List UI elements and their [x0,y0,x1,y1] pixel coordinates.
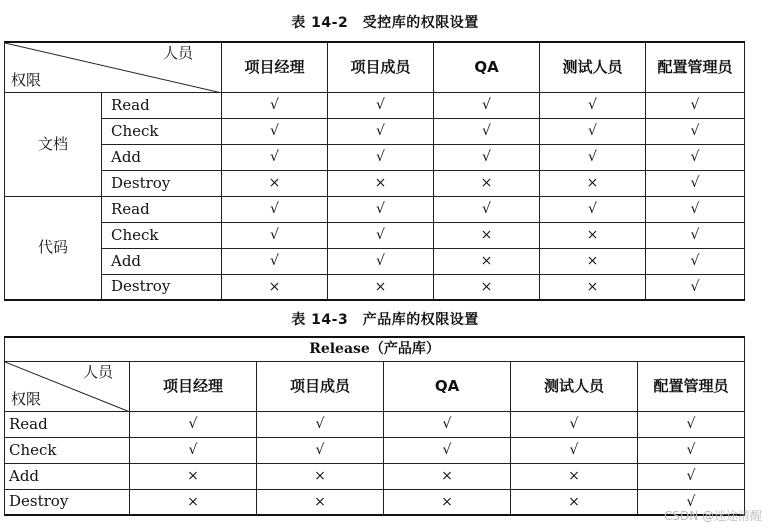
table1-header-row [5,42,745,92]
permission-mark: √ [638,411,745,437]
permission-mark: √ [328,222,434,248]
table2-corner-cell [5,361,130,411]
operation-cell: Read [102,92,222,118]
operation-cell: Add [102,248,222,274]
permission-mark: × [257,463,384,489]
permission-mark: √ [646,248,745,274]
permission-mark: × [511,463,638,489]
permission-mark: √ [434,196,540,222]
permission-mark: × [540,274,646,300]
permission-mark: √ [222,92,328,118]
permission-mark: × [540,222,646,248]
permission-mark: × [328,274,434,300]
permission-mark: × [222,170,328,196]
controlled-library-permission-table [4,41,745,301]
table-row [5,248,745,274]
table-row [5,274,745,300]
category-cell: 代码 [5,196,102,300]
operation-cell: Read [102,196,222,222]
table1-corner-cell [5,42,222,92]
table-row [5,170,745,196]
permission-mark: √ [646,274,745,300]
corner-label-personnel: 人员 [82,362,113,381]
column-header: 项目成员 [328,42,434,92]
permission-mark: √ [646,144,745,170]
permission-mark: √ [638,489,745,515]
permission-mark: √ [222,196,328,222]
operation-cell: Destroy [5,489,130,515]
permission-mark: √ [511,437,638,463]
permission-mark: × [434,274,540,300]
operation-cell: Add [5,463,130,489]
permission-mark: √ [328,144,434,170]
permission-mark: × [434,222,540,248]
corner-label-personnel: 人员 [162,44,193,62]
permission-mark: × [384,463,511,489]
column-header: 测试人员 [511,361,638,411]
operation-cell: Check [102,118,222,144]
table-row [5,196,745,222]
table2-caption: 表 14-3 产品库的权限设置 [291,312,479,328]
permission-mark: √ [646,170,745,196]
operation-cell: Destroy [102,170,222,196]
category-cell: 文档 [5,92,102,196]
permission-mark: × [222,274,328,300]
table-row [5,437,745,463]
permission-mark: √ [384,411,511,437]
permission-mark: × [328,170,434,196]
permission-mark: √ [328,92,434,118]
table-row [5,411,745,437]
column-header: 配置管理员 [638,361,745,411]
table2-header-row [5,361,745,411]
permission-mark: √ [434,144,540,170]
permission-mark: √ [646,92,745,118]
permission-mark: √ [222,222,328,248]
product-library-permission-table [4,336,745,516]
table1-caption: 表 14-2 受控库的权限设置 [291,15,479,31]
table-row [5,92,745,118]
permission-mark: √ [384,437,511,463]
permission-mark: √ [511,411,638,437]
permission-mark: × [257,489,384,515]
permission-mark: √ [434,92,540,118]
permission-mark: √ [638,463,745,489]
permission-mark: √ [222,118,328,144]
column-header: QA [434,42,540,92]
operation-cell: Read [5,411,130,437]
permission-mark: √ [646,222,745,248]
column-header: 测试人员 [540,42,646,92]
permission-mark: √ [540,118,646,144]
permission-mark: × [511,489,638,515]
permission-mark: × [434,248,540,274]
permission-mark: × [540,248,646,274]
permission-mark: √ [646,118,745,144]
permission-mark: √ [257,411,384,437]
column-header: 项目经理 [130,361,257,411]
table2-banner-row [5,337,745,361]
table-row [5,118,745,144]
permission-mark: √ [130,437,257,463]
permission-mark: √ [130,411,257,437]
column-header: 项目成员 [257,361,384,411]
operation-cell: Check [5,437,130,463]
column-header: QA [384,361,511,411]
operation-cell: Check [102,222,222,248]
permission-mark: √ [257,437,384,463]
operation-cell: Add [102,144,222,170]
permission-mark: √ [222,248,328,274]
permission-mark: √ [540,196,646,222]
permission-mark: × [540,170,646,196]
permission-mark: √ [540,92,646,118]
corner-label-permission: 权限 [11,70,42,89]
permission-mark: × [130,463,257,489]
permission-mark: √ [328,196,434,222]
permission-mark: √ [638,437,745,463]
watermark: CSDN @迷途清醒 [663,509,762,523]
table-row [5,144,745,170]
permission-mark: √ [646,196,745,222]
permission-mark: √ [540,144,646,170]
column-header: 配置管理员 [646,42,745,92]
permission-mark: √ [222,144,328,170]
permission-mark: √ [328,248,434,274]
table-row [5,489,745,515]
table-row [5,222,745,248]
corner-label-permission: 权限 [11,389,42,408]
permission-mark: × [434,170,540,196]
permission-mark: × [130,489,257,515]
release-banner: Release（产品库） [5,337,745,361]
column-header: 项目经理 [222,42,328,92]
operation-cell: Destroy [102,274,222,300]
permission-mark: √ [328,118,434,144]
permission-mark: × [384,489,511,515]
permission-mark: √ [434,118,540,144]
table-row [5,463,745,489]
